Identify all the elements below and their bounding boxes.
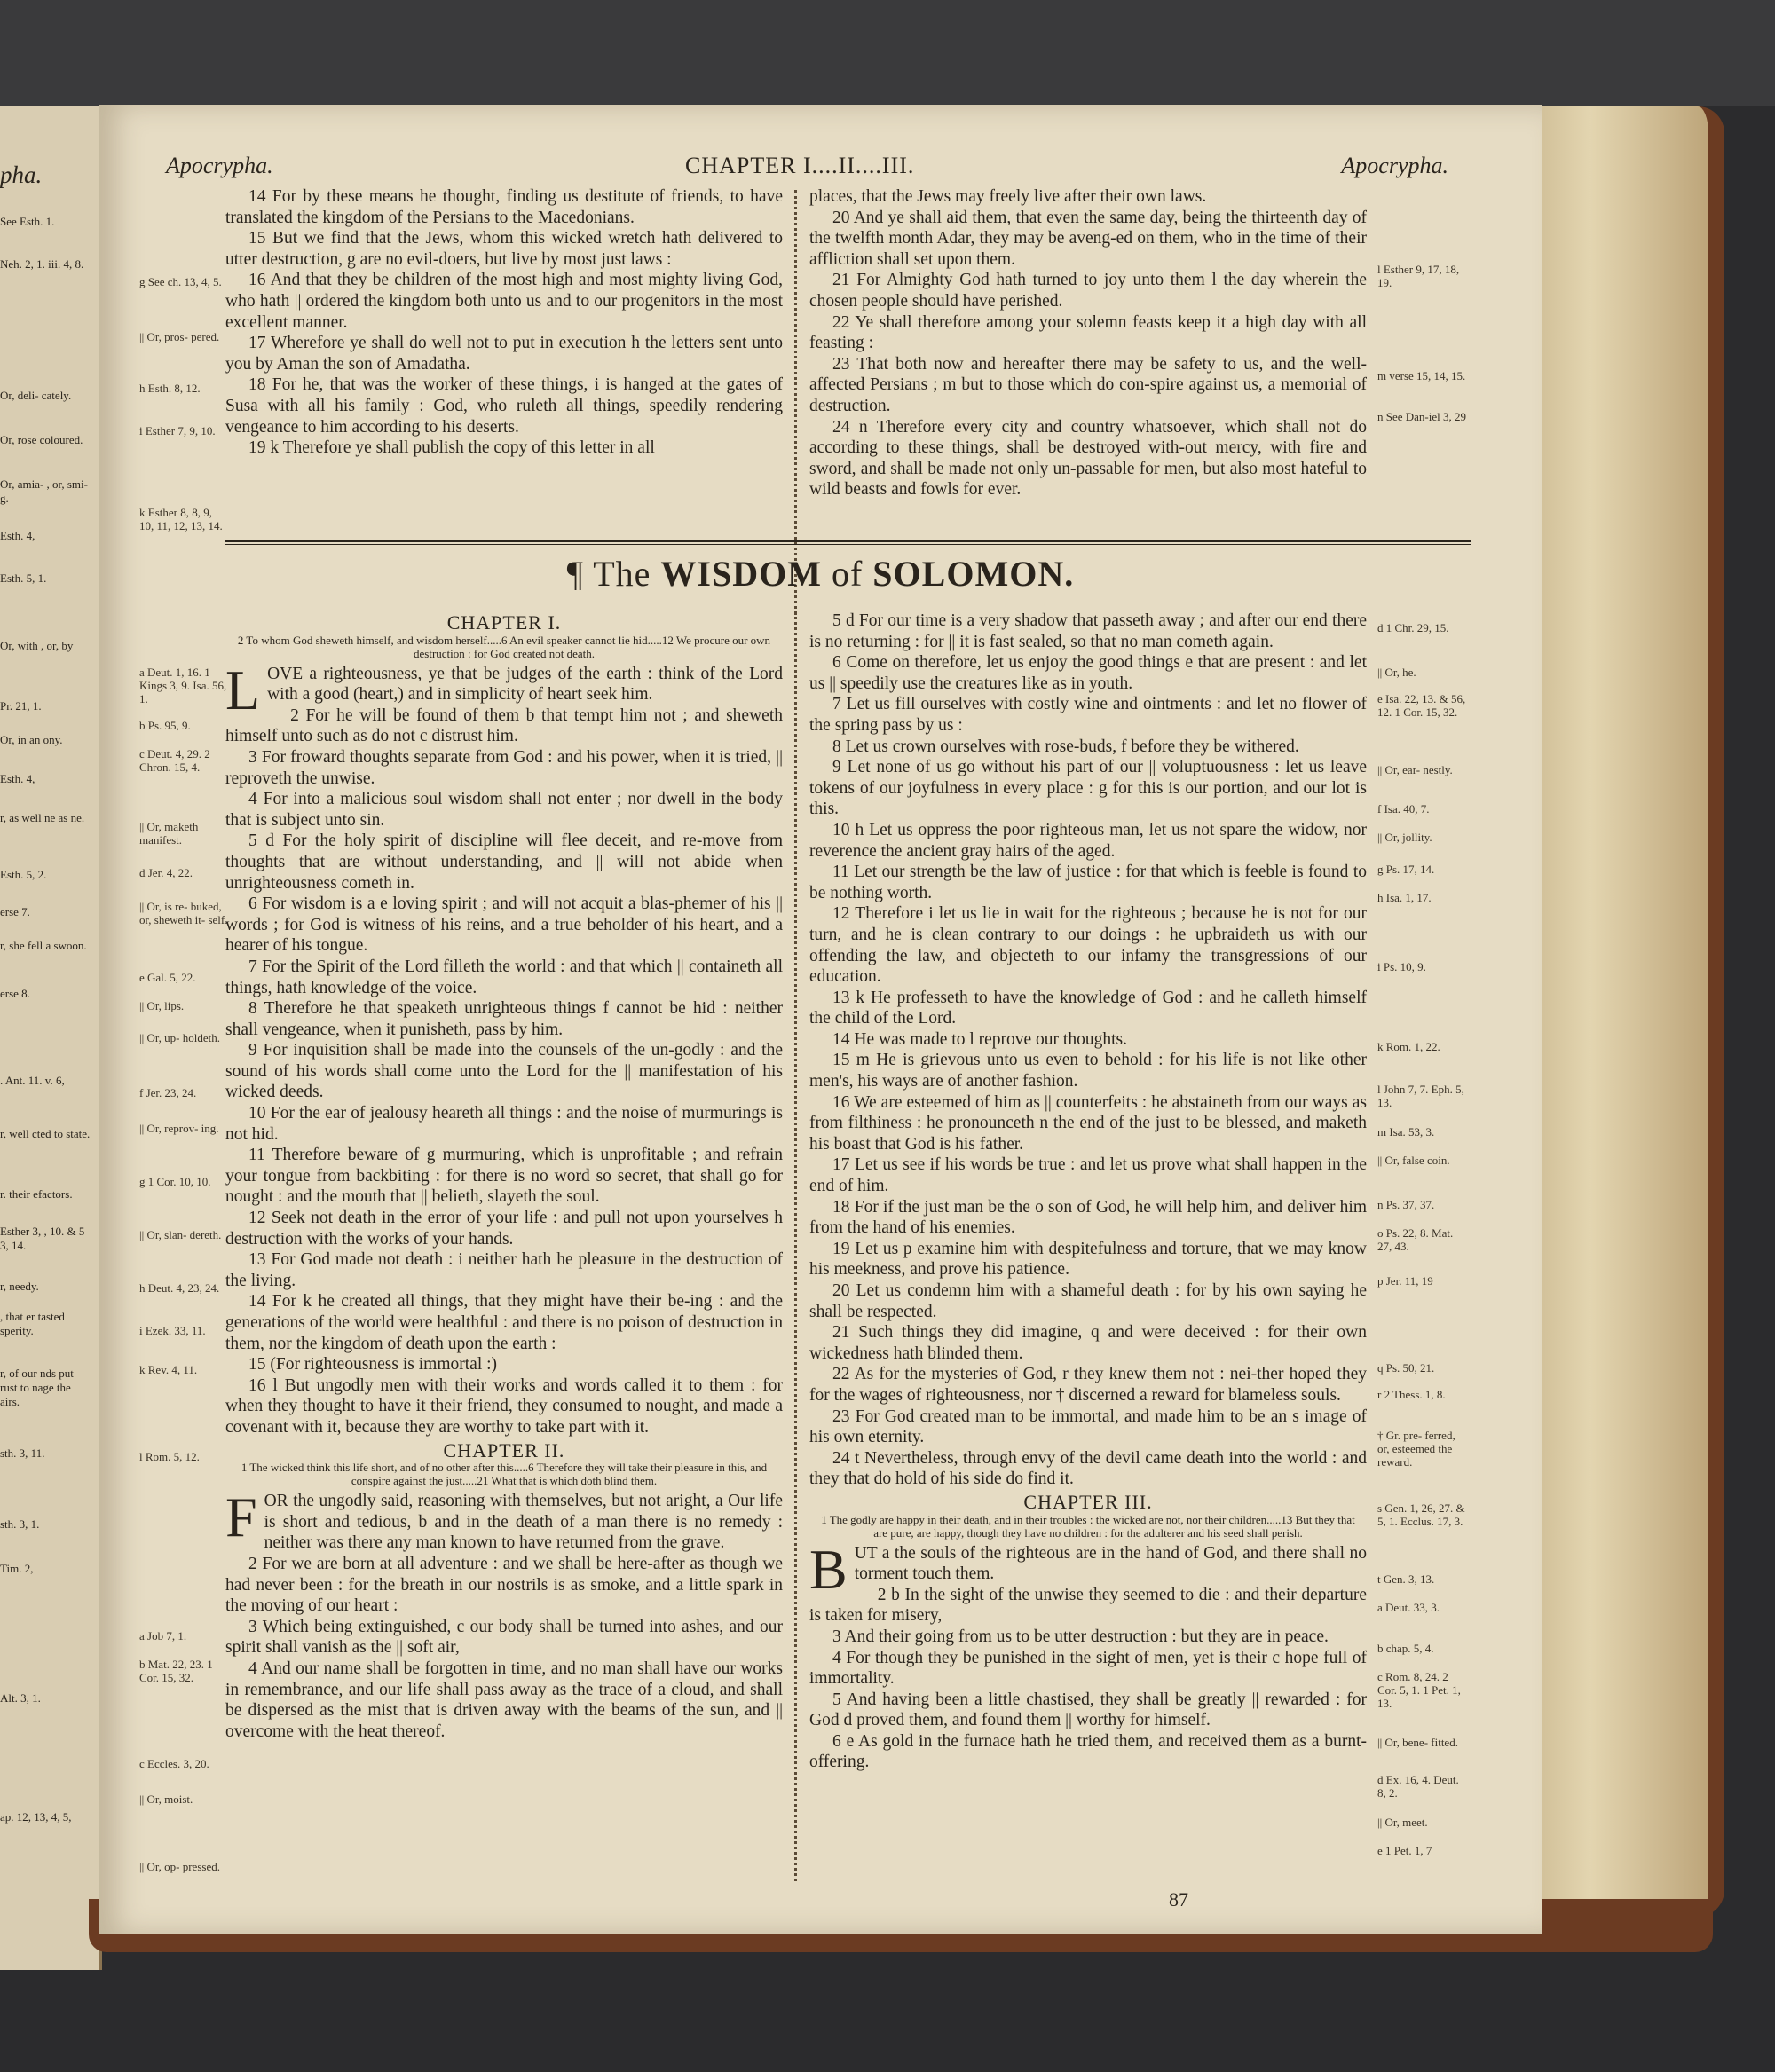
margin-note: a Job 7, 1. <box>139 1629 187 1643</box>
running-header-right: Apocrypha. <box>1341 153 1448 178</box>
margin-note: || Or, op- pressed. <box>139 1860 220 1873</box>
facing-margin-note: Or, in an ony. <box>0 733 63 746</box>
running-header-center: CHAPTER I....II....III. <box>685 153 915 178</box>
margin-note: || Or, moist. <box>139 1792 193 1806</box>
verse: 24 n Therefore every city and country whatsoever, which shall not do according to these things, shall be destroyed with-out mercy, with fire and sword, and shall be made not only un-passable for men, but also most hateful to wild beasts and fowls for ever. <box>809 417 1367 500</box>
verse: 22 Ye shall therefore among your solemn feasts keep it a high day with all feasting : <box>809 312 1367 353</box>
margin-note: || Or, slan- dereth. <box>139 1228 222 1241</box>
margin-note: a Deut. 1, 16. 1 Kings 3, 9. Isa. 56, 1. <box>139 666 227 705</box>
margin-note: || Or, lips. <box>139 999 185 1012</box>
margin-note: o Ps. 22, 8. Mat. 27, 43. <box>1377 1226 1454 1253</box>
facing-margin-note: Esth. 4, <box>0 529 36 542</box>
margin-note: k Esther 8, 8, 9, 10, 11, 12, 13, 14. <box>139 506 223 532</box>
verse: 7 For the Spirit of the Lord filleth the world : and that which || containeth all things, hath knowledge of the voice. <box>225 957 783 997</box>
chapter-heading: CHAPTER I. <box>446 611 562 634</box>
verse: 17 Wherefore ye shall do well not to put in execution h the letters sent unto you by Aman the son of Amadatha. <box>225 334 783 374</box>
book-page <box>99 105 1542 1934</box>
verse: 22 As for the mysteries of God, r they knew them not : nei-ther hoped they for the wages of righteousness, nor † discerned a reward for blameless souls. <box>809 1365 1367 1405</box>
margin-note: c Deut. 4, 29. 2 Chron. 15, 4. <box>139 747 210 774</box>
facing-margin-note: Esther 3, , 10. & 5 3, 14. <box>0 1225 85 1252</box>
facing-margin-note: r, needy. <box>0 1280 39 1293</box>
verse: 3 Which being extinguished, c our body shall be turned into ashes, and our spirit shall vanish as the || soft air, <box>225 1617 783 1658</box>
margin-note: || Or, maketh manifest. <box>139 820 199 847</box>
drop-cap: B <box>809 1537 848 1601</box>
verse: 6 For wisdom is a e loving spirit ; and will not acquit a blas-phemer of his || words ; for God is witness of his reins, and a true beholder of his heart, and a hearer of his tongue. <box>225 894 783 956</box>
margin-note: l Rom. 5, 12. <box>139 1450 200 1463</box>
verse: 20 Let us condemn him with a shameful death : for by his own saying he shall be respected. <box>809 1281 1367 1321</box>
verse: 10 For the ear of jealousy heareth all things : and the noise of murmurings is not hid. <box>225 1104 783 1144</box>
margin-note: l John 7, 7. Eph. 5, 13. <box>1377 1083 1464 1109</box>
verse: 15 But we find that the Jews, whom this wicked wretch hath delivered to utter destruction, g are no evil-doers, but live by most just laws : <box>225 229 783 269</box>
margin-note: t Gen. 3, 13. <box>1377 1572 1435 1586</box>
facing-margin-note: r, as well ne as ne. <box>0 811 85 824</box>
facing-margin-note: r, of our nds put rust to nage the airs. <box>0 1367 74 1408</box>
verse: 3 And their going from us to be utter destruction : but they are in peace. <box>832 1627 1329 1646</box>
verse: 16 We are esteemed of him as || counterfeits : he abstaineth from our ways as from filthiness : he pronounceth n the end of the just to be blessed, and maketh his boast that God is his father. <box>809 1092 1367 1154</box>
verse: 9 For inquisition shall be made into the counsels of the un-godly : and the sound of his words shall come unto the Lord for the || manifestation of his wicked deeds. <box>225 1041 783 1102</box>
verse: 20 And ye shall aid them, that even the same day, being the thirteenth day of the twelfth month Adar, they may be aveng-ed on them, who in the time of their affliction shall set upon them. <box>809 208 1367 269</box>
verse: 2 For he will be found of them b that tempt him not ; and sheweth himself unto such as do not c distrust him. <box>225 705 783 746</box>
margin-note: f Isa. 40, 7. <box>1377 802 1430 815</box>
margin-note: b Ps. 95, 9. <box>139 719 191 732</box>
verse: 4 And our name shall be forgotten in time, and no man shall have our works in remembrance, and our life shall pass away as the trace of a cloud, and shall be dispersed as the mist that is driven away with the beams of the sun, and || overcome with the heat thereof. <box>225 1658 783 1741</box>
verse: 12 Seek not death in the error of your life : and pull not upon yourselves h destruction with the works of your hands. <box>225 1209 783 1249</box>
margin-note: i Esther 7, 9, 10. <box>139 424 216 437</box>
margin-note: || Or, jollity. <box>1377 831 1432 844</box>
margin-note: e Gal. 5, 22. <box>139 971 196 984</box>
margin-note: g Ps. 17, 14. <box>1377 863 1435 876</box>
verse <box>809 1537 1367 1601</box>
verse: 17 Let us see if his words be true : and let us prove what shall happen in the end of him. <box>809 1155 1367 1196</box>
margin-note: b Mat. 22, 23. 1 Cor. 15, 32. <box>139 1658 213 1684</box>
running-header-left: Apocrypha. <box>166 153 273 178</box>
verse-text: UT a the souls of the righteous are in the hand of God, and there shall no torment touch them. <box>854 1543 1367 1584</box>
margin-note: k Rev. 4, 11. <box>139 1363 198 1376</box>
book-title-mid: of <box>821 554 873 594</box>
verse: 7 Let us fill ourselves with costly wine and ointments : and let no flower of the spring pass by us : <box>809 695 1367 735</box>
verse: 2 b In the sight of the unwise they seemed to die : and their departure is taken for misery, <box>809 1585 1367 1626</box>
verse: 18 For if the just man be the o son of God, he will help him, and deliver him from the hand of his enemies. <box>809 1197 1367 1238</box>
margin-note: a Deut. 33, 3. <box>1377 1601 1440 1614</box>
margin-note: n Ps. 37, 37. <box>1377 1198 1435 1211</box>
margin-note: p Jer. 11, 19 <box>1377 1274 1433 1288</box>
verse: 15 m He is grievous unto us even to behold : for his life is not like other men's, his ways are of another fashion. <box>809 1051 1367 1091</box>
facing-margin-note: . Ant. 11. v. 6, <box>0 1074 65 1087</box>
margin-note: f Jer. 23, 24. <box>139 1086 197 1099</box>
chapter-heading: CHAPTER III. <box>1023 1490 1153 1513</box>
margin-note: || Or, pros- pered. <box>139 330 220 343</box>
book-title <box>99 553 1542 595</box>
margin-note: b chap. 5, 4. <box>1377 1642 1434 1655</box>
verse: places, that the Jews may freely live after their own laws. <box>809 187 1207 206</box>
column-divider <box>794 612 806 1881</box>
margin-note: g 1 Cor. 10, 10. <box>139 1175 211 1188</box>
section-rule <box>225 540 1471 545</box>
verse: 5 d For our time is a very shadow that passeth away ; and after our end there is no returning : for || it is fast sealed, so that no man cometh again. <box>809 611 1367 651</box>
facing-margin-note: erse 7. <box>0 905 30 918</box>
main-column-2 <box>809 611 1367 1773</box>
margin-note: m verse 15, 14, 15. <box>1377 369 1466 382</box>
facing-margin-note: r, she fell a swoon. <box>0 939 87 952</box>
facing-margin-note: Or, amia- , or, smi- g. <box>0 477 88 505</box>
facing-margin-note: Alt. 3, 1. <box>0 1691 41 1705</box>
facing-margin-note: ap. 12, 13, 4, 5, <box>0 1810 72 1824</box>
margin-note: || Or, up- holdeth. <box>139 1031 220 1044</box>
margin-note: c Rom. 8, 24. 2 Cor. 5, 1. 1 Pet. 1, 13. <box>1377 1670 1461 1710</box>
facing-margin-note: Neh. 2, 1. iii. 4, 8. <box>0 257 84 271</box>
facing-margin-note: r. their efactors. <box>0 1187 73 1201</box>
margin-note: i Ezek. 33, 11. <box>139 1324 206 1337</box>
facing-margin-note: Or, with , or, by <box>0 639 74 652</box>
chapter-summary: 2 To whom God sheweth himself, and wisdom herself.....6 An evil speaker cannot lie hid.....12 We procure our own destruction : for God created not death. <box>237 633 771 660</box>
chapter-heading: CHAPTER II. <box>443 1438 565 1461</box>
verse: 21 For Almighty God hath turned to joy unto them l the day wherein the chosen people should have perished. <box>809 271 1367 311</box>
verse: 13 k He professeth to have the knowledge of God : and he calleth himself the child of the Lord. <box>809 988 1367 1028</box>
verse: 4 For into a malicious soul wisdom shall not enter ; nor dwell in the body that is subject unto sin. <box>225 790 783 830</box>
facing-margin-note: Pr. 21, 1. <box>0 699 42 713</box>
verse-text: OVE a righteousness, ye that be judges of the earth : think of the Lord with a good (heart,) and in simplicity of heart seek him. <box>267 664 783 705</box>
facing-page-edge <box>0 106 102 1970</box>
book-title-prefix: ¶ The <box>566 554 661 594</box>
chapter-summary: 1 The wicked think this life short, and of no other after this.....6 Therefore they will take their pleasure in this, and conspire against the just.....21 What that is which doth blind them. <box>241 1461 768 1488</box>
verse: 5 d For the holy spirit of discipline will flee deceit, and re-move from thoughts that are without understanding, and || will not abide when unrighteousness cometh in. <box>225 831 783 893</box>
margin-note: g See ch. 13, 4, 5. <box>139 275 222 288</box>
facing-margin-note: Esth. 5, 1. <box>0 571 47 585</box>
margin-note: || Or, he. <box>1377 666 1416 679</box>
verse: 16 l But ungodly men with their works and words called it to them : for when they thought to have it their friend, they consumed to nought, and made a covenant with it, because they are worthy to take part with it. <box>225 1375 783 1437</box>
chapter-summary: 1 The godly are happy in their death, and in their troubles : the wicked are not, nor their children.....13 But they that are pure, are happy, though they have no children : for the adulterer and his seed shall perish. <box>821 1512 1355 1540</box>
book-title-word: SOLOMON. <box>872 554 1075 594</box>
margin-note: d 1 Chr. 29, 15. <box>1377 621 1449 634</box>
verse: 10 h Let us oppress the poor righteous man, let us not spare the widow, nor reverence the ancient gray hairs of the aged. <box>809 820 1367 861</box>
margin-note: || Or, is re- buked, or, sheweth it- self. <box>139 900 228 926</box>
margin-note: r 2 Thess. 1, 8. <box>1377 1388 1446 1401</box>
facing-margin-note: See Esth. 1. <box>0 215 55 228</box>
margin-note: h Deut. 4, 23, 24. <box>139 1281 220 1295</box>
verse: 6 Come on therefore, let us enjoy the good things e that are present : and let us || speedily use the creatures like as in youth. <box>809 653 1367 693</box>
verse: 24 t Nevertheless, through envy of the devil came death into the world : and they that do hold of his side do find it. <box>809 1448 1367 1489</box>
margin-note: s Gen. 1, 26, 27. & 5, 1. Ecclus. 17, 3. <box>1377 1501 1465 1528</box>
verse: 12 Therefore i let us lie in wait for the righteous ; because he is not for our turn, and he is clean contrary to our doings : he upbraideth us with our offending the law, and objecteth to our infamy the transgressions of our education. <box>809 904 1367 987</box>
verse: 14 For by these means he thought, finding us destitute of friends, to have translated the kingdom of the Persians to the Macedonians. <box>225 187 783 227</box>
facing-margin-note: erse 8. <box>0 987 30 1000</box>
facing-margin-note: Esth. 5, 2. <box>0 868 47 881</box>
margin-note: n See Dan-iel 3, 29 <box>1377 410 1467 423</box>
verse: 13 For God made not death : i neither hath he pleasure in the destruction of the living. <box>225 1250 783 1290</box>
margin-note: e Isa. 22, 13. & 56, 12. 1 Cor. 15, 32. <box>1377 692 1466 719</box>
verse: 15 (For righteousness is immortal :) <box>248 1355 498 1375</box>
verse: 4 For though they be punished in the sight of men, yet is their c hope full of immortality. <box>809 1648 1367 1689</box>
margin-note: || Or, ear- nestly. <box>1377 763 1453 776</box>
verse: 3 For froward thoughts separate from God : and his power, when it is tried, || reproveth the unwise. <box>225 747 783 788</box>
margin-note: † Gr. pre- ferred, or, esteemed the reward. <box>1377 1429 1456 1469</box>
margin-note: q Ps. 50, 21. <box>1377 1361 1435 1375</box>
verse: 2 For we are born at all adventure : and we shall be here-after as though we had never been : for the breath in our nostrils is as smoke, and a little spark in the moving of our heart : <box>225 1554 783 1616</box>
margin-note: m Isa. 53, 3. <box>1377 1125 1435 1138</box>
verse: 23 For God created man to be immortal, and made him to be an s image of his own eternity. <box>809 1406 1367 1447</box>
page-block-edge <box>1526 106 1724 1917</box>
facing-margin-note: Or, rose coloured. <box>0 433 83 446</box>
margin-note: e 1 Pet. 1, 7 <box>1377 1844 1432 1857</box>
verse <box>225 658 783 721</box>
margin-note: d Ex. 16, 4. Deut. 8, 2. <box>1377 1773 1459 1800</box>
facing-margin-note: Esth. 4, <box>0 772 36 785</box>
margin-note: || Or, reprov- ing. <box>139 1122 219 1135</box>
background <box>0 0 1775 106</box>
facing-margin-note: , that er tasted sperity. <box>0 1310 65 1337</box>
verse: 6 e As gold in the furnace hath he tried them, and received them as a burnt-offering. <box>809 1731 1367 1772</box>
main-column-1 <box>225 611 783 1742</box>
verse: 14 He was made to l reprove our thoughts. <box>832 1029 1127 1049</box>
verse: 19 Let us p examine him with despitefulness and torture, that we may know his meekness, and prove his patience. <box>809 1239 1367 1280</box>
verse: 9 Let none of us go without his part of our || voluptuousness : let us leave tokens of our joyfulness in every place : g for this is our portion, and our lot is this. <box>809 758 1367 819</box>
verse: 14 For k he created all things, that they might have their be-ing : and the generations of the world were healthful : and there is no poison of destruction in them, nor the kingdom of death upon the earth : <box>225 1292 783 1353</box>
verse-text: OR the ungodly said, reasoning with themselves, but not aright, a Our life is short and tedious, b and in the death of a man there is no remedy : neither was there any man known to have returned from the grave. <box>264 1492 783 1553</box>
page-number: 87 <box>1169 1888 1188 1910</box>
margin-note: c Eccles. 3, 20. <box>139 1757 209 1770</box>
verse: 5 And having been a little chastised, they shall be greatly || rewarded : for God d proved them, and found them || worthy for himself. <box>809 1690 1367 1730</box>
margin-note: h Isa. 1, 17. <box>1377 891 1432 904</box>
margin-note: i Ps. 10, 9. <box>1377 960 1426 973</box>
drop-cap: L <box>225 658 261 721</box>
esther-column-2 <box>809 186 1367 500</box>
verse: 21 Such things they did imagine, q and were deceived : for their own wickedness hath blinded them. <box>809 1323 1367 1363</box>
verse: 23 That both now and hereafter there may be safety to us, and the well-affected Persians ; m but to those which do con-spire against us, a memorial of destruction. <box>809 354 1367 415</box>
verse: 11 Let our strength be the law of justice : for that which is feeble is found to be nothing worth. <box>809 863 1367 902</box>
margin-note: || Or, false coin. <box>1377 1154 1450 1167</box>
facing-margin-note: sth. 3, 11. <box>0 1446 45 1460</box>
margin-note: || Or, meet. <box>1377 1816 1428 1829</box>
facing-margin-note: sth. 3, 1. <box>0 1517 40 1531</box>
verse: 8 Let us crown ourselves with rose-buds, f before they be withered. <box>832 737 1299 756</box>
facing-margin-note: Tim. 2, <box>0 1562 34 1575</box>
facing-margin-note: Or, deli- cately. <box>0 389 72 402</box>
verse: 19 k Therefore ye shall publish the copy of this letter in all <box>248 438 655 458</box>
margin-note: l Esther 9, 17, 18, 19. <box>1377 263 1460 289</box>
verse: 16 And that they be children of the most high and most mighty living God, who hath || ordered the kingdom both unto us and to our progenitors in the most excellent manner. <box>225 271 783 332</box>
margin-note: h Esth. 8, 12. <box>139 382 201 395</box>
verse: 18 For he, that was the worker of these things, i is hanged at the gates of Susa with all his family : God, who ruleth all things, speedily rendering vengeance to him according to his deserts. <box>225 375 783 437</box>
facing-page-header: pha. <box>0 162 43 188</box>
drop-cap: F <box>225 1485 257 1549</box>
margin-note: k Rom. 1, 22. <box>1377 1040 1440 1053</box>
verse <box>225 1485 783 1554</box>
verse: 11 Therefore beware of g murmuring, which is unprofitable ; and refrain your tongue from backbiting : for there is no word so secret, that shall go for nought : and the mouth that || belieth, slayeth the soul. <box>225 1146 783 1207</box>
margin-note: d Jer. 4, 22. <box>139 866 193 879</box>
facing-margin-note: r, well cted to state. <box>0 1127 91 1140</box>
verse: 8 Therefore he that speaketh unrighteous things f cannot be hid : neither shall vengeance, when it punisheth, pass by him. <box>225 999 783 1039</box>
book-title-word: WISDOM <box>660 554 822 594</box>
esther-column-1 <box>225 186 783 459</box>
margin-note: || Or, bene- fitted. <box>1377 1736 1458 1749</box>
